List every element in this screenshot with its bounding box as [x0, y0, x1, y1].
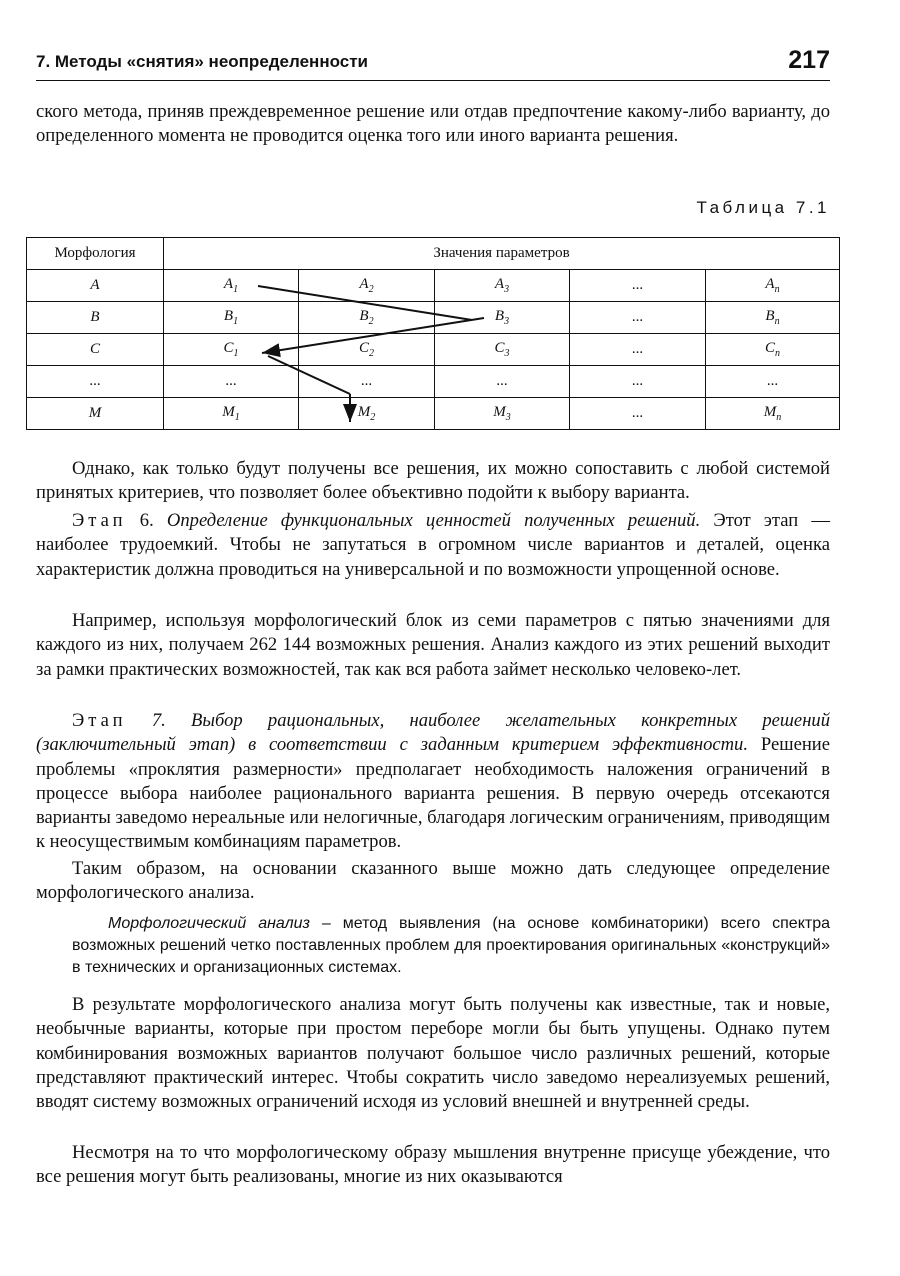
table-cell	[570, 366, 706, 398]
row-label: ...	[27, 366, 164, 398]
cell-subscript: n	[774, 284, 780, 295]
table-cell	[164, 334, 299, 366]
table-cell	[299, 302, 435, 334]
table-cell	[706, 334, 840, 366]
table-cell	[164, 270, 299, 302]
cell-base: ...	[631, 341, 644, 357]
cell-base: C	[764, 340, 775, 356]
running-header	[36, 44, 830, 81]
cell-base: M	[493, 404, 506, 420]
cell-subscript: 1	[233, 348, 239, 359]
table-row	[27, 270, 840, 302]
cell-base: C	[494, 340, 505, 356]
table-cell	[435, 398, 570, 430]
table-cell	[299, 398, 435, 430]
example-paragraph: Например, используя морфологический блок из семи параметров с пятью значениями для каждого из них, получаем 262 144 возможных решения. Анализ каждого из этих решений выходит за рамки практических возможностей, так как вся работа займет несколько человеко-лет.	[36, 610, 830, 680]
table-cell	[570, 302, 706, 334]
cell-base: M	[357, 404, 371, 420]
cell-subscript: n	[775, 348, 780, 359]
morphology-table	[26, 237, 840, 430]
cell-subscript: n	[774, 316, 780, 327]
cell-subscript: 2	[369, 348, 374, 359]
cell-base: ...	[631, 309, 644, 325]
cell-subscript: 3	[504, 316, 510, 327]
table-row	[27, 302, 840, 334]
intro-paragraph: ского метода, приняв преждевременное решение или отдав предпочтение какому-либо варианту, до определенного момента не проводится оценка того или иного варианта решения.	[36, 101, 830, 147]
cell-base: B	[765, 308, 775, 324]
cell-base: M	[763, 404, 777, 420]
table-cell	[299, 334, 435, 366]
cell-subscript: 2	[370, 412, 376, 423]
cell-base: A	[494, 276, 505, 292]
row-label: B	[27, 302, 164, 334]
cell-subscript: 1	[233, 284, 239, 295]
cell-base: B	[494, 308, 505, 324]
cell-base: ...	[631, 405, 644, 421]
table-cell	[706, 366, 840, 398]
cell-base: ...	[766, 373, 779, 389]
cell-subscript: 1	[234, 412, 240, 423]
cell-subscript: 2	[368, 284, 374, 295]
table-cell	[706, 302, 840, 334]
header-morphology: Морфология	[27, 238, 164, 270]
cell-base: B	[223, 308, 234, 324]
thus-paragraph: Таким образом, на основании сказанного выше можно дать следующее определение морфологического анализа.	[36, 858, 830, 904]
table-cell	[299, 366, 435, 398]
table-cell	[164, 302, 299, 334]
paragraph-after-table: Однако, как только будут получены все решения, их можно сопоставить с любой системой принятых критериев, что позволяет более объективно подойти к выбору варианта.	[36, 458, 830, 504]
cell-base: B	[359, 308, 369, 324]
table-cell	[435, 366, 570, 398]
table-cell	[706, 270, 840, 302]
cell-subscript: n	[776, 412, 782, 423]
row-label: M	[27, 398, 164, 430]
table-cell	[570, 270, 706, 302]
table-cell	[435, 334, 570, 366]
stage-6-label: Этап	[72, 510, 127, 531]
chapter-title: 7. Методы «снятия» неопределенности	[36, 52, 368, 71]
header-parameter-values: Значения параметров	[164, 238, 840, 270]
table-caption: Таблица 7.1	[696, 198, 830, 217]
row-label: C	[27, 334, 164, 366]
definition-block	[72, 913, 830, 979]
stage-6-number: 6.	[139, 510, 154, 531]
cell-base: A	[359, 276, 369, 292]
table-cell	[570, 398, 706, 430]
cell-base: A	[223, 276, 234, 292]
table-cell	[706, 398, 840, 430]
table-cell	[570, 334, 706, 366]
cell-base: C	[223, 340, 234, 356]
table-cell	[164, 366, 299, 398]
cell-subscript: 3	[505, 412, 511, 423]
table-row	[27, 398, 840, 430]
result-paragraph: В результате морфологического анализа могут быть получены как известные, так и новые, необычные варианты, которые при простом переборе могли бы быть упущены. Однако путем комбинирования возможных вариантов получают большое число различных решений, которые представляют практический интерес. Чтобы сократить число заведомо нереализуемых решений, вводят систему возможных ограничений исходя из условий внешней и внутренней среды.	[36, 994, 830, 1113]
page-number: 217	[788, 46, 830, 74]
cell-base: C	[358, 340, 369, 356]
cell-subscript: 1	[233, 316, 239, 327]
cell-base: ...	[631, 277, 644, 293]
stage-7-paragraph	[36, 709, 830, 855]
cell-base: ...	[225, 373, 237, 389]
cell-subscript: 3	[504, 284, 510, 295]
cell-base: M	[222, 404, 235, 420]
row-label: A	[27, 270, 164, 302]
stage-6-paragraph	[36, 509, 830, 582]
stage-6-text: Этот этап — наиболее трудоемкий. Чтобы не запутаться в огромном числе вариантов и деталей, оценка характеристик должна проводиться на универсальной и по возможности упрощенной основе.	[36, 510, 830, 580]
cell-subscript: 2	[368, 316, 374, 327]
table-header-row	[27, 238, 840, 270]
cell-base: ...	[360, 373, 373, 389]
last-paragraph: Несмотря на то что морфологическому образу мышления внутренне присуще убеждение, что все решения могут быть реализованы, многие из них оказываются	[36, 1142, 830, 1188]
cell-subscript: 3	[504, 348, 510, 359]
stage-7-title: Выбор рациональных, наиболее желательных конкретных решений (заключительный этап) в соответствии с заданным критерием эффективности.	[36, 710, 831, 756]
definition-text: – метод выявления (на основе комбинаторики) всего спектра возможных решений четко поставленных проблем для проектирования оригинальных «конструкций» в технических и организационных системах.	[72, 915, 830, 976]
cell-base: A	[765, 276, 775, 292]
stage-7-label: Этап	[72, 710, 127, 731]
table-cell	[435, 270, 570, 302]
stage-7-number: 7.	[151, 710, 166, 731]
stage-6-title: Определение функциональных ценностей полученных решений.	[166, 510, 701, 531]
stage-7-text: Решение проблемы «проклятия размерности» предполагает необходимость наложения ограничений в процессе выбора наиболее рационального варианта решения. В первую очередь отсекаются варианты заведомо нереальные или нелогичные, благодаря логическим ограничениям, приводящим к неосуществимым комбинациям параметров.	[36, 734, 830, 853]
cell-base: ...	[631, 373, 644, 389]
table-cell	[299, 270, 435, 302]
table-cell	[435, 302, 570, 334]
table-cell	[164, 398, 299, 430]
table-row	[27, 366, 840, 398]
cell-base: ...	[496, 373, 508, 389]
definition-term: Морфологический анализ	[108, 915, 310, 932]
table-row	[27, 334, 840, 366]
